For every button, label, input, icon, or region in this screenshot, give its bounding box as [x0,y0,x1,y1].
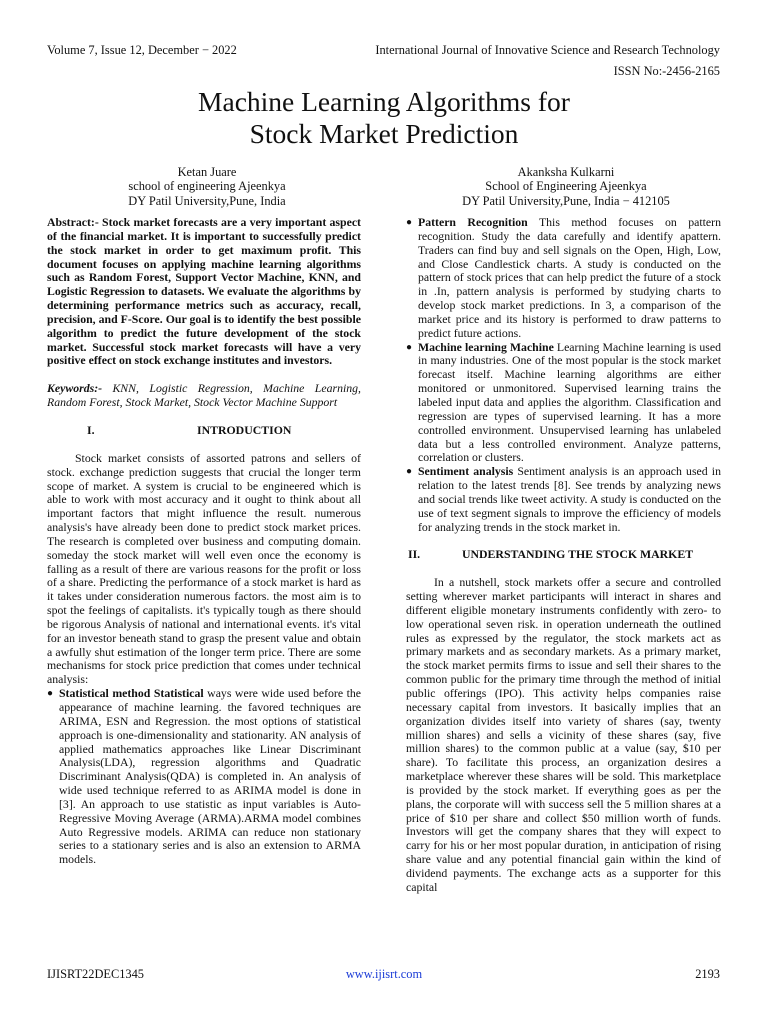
author-block-2 [441,165,691,208]
section-number: II. [408,547,421,562]
list-item-text: Learning Machine learning is used in many industries. One of the most popular is the stock market forecast itself. Machine learning algorithms are either monitored or unmonitored. Supervised learning trains the labeled input data and applies the algorithm. Classification and regression are types of supervised learning. It has a more controlled environment. Unsupervised learning has unlabeled data but a less controlled environment. Analyze patterns, correlation or clusters. [418,339,721,465]
keywords [47,382,361,410]
list-item-head: Pattern Recognition [418,215,528,229]
bullet-icon: ● [406,341,413,353]
section-title: UNDERSTANDING THE STOCK MARKET [462,547,694,562]
list-item-text: Sentiment analysis is an approach used in relation to the latest trends [8]. See trends by analyzing news and social trends like tweet activity. A study is conducted on the use of text segment signals to improve the efficiency of models for analyzing trends in the stock market in. [418,464,721,534]
list-item [406,465,721,534]
author-affiliation: school of engineering Ajeenkya [128,179,286,194]
author-affiliation: School of Engineering Ajeenkya [485,179,647,194]
list-item-head: Sentiment analysis [418,464,514,479]
list-item-head: Statistical method Statistical [59,686,204,701]
journal-name: International Journal of Innovative Science and Research Technology [375,43,720,57]
section-title: INTRODUCTION [197,422,292,437]
author-name: Akanksha Kulkarni [517,165,615,179]
issn: ISSN No:-2456-2165 [613,64,720,78]
paper-id: IJISRT22DEC1345 [47,967,145,981]
list-item [406,341,721,466]
author-affiliation: DY Patil University,Pune, India − 412105 [462,193,670,208]
bullet-icon: ● [406,466,413,478]
title-line-2: Stock Market Prediction [249,118,519,149]
journal-url-link[interactable]: www.ijisrt.com [345,967,423,981]
paper-title [0,86,768,150]
section-heading-understanding [406,548,721,562]
left-column [47,216,361,867]
right-column [406,216,721,895]
page-number: 2193 [695,967,720,981]
technique-list [47,687,361,867]
keywords-text: KNN, Logistic Regression, Machine Learning, Random Forest, Stock Market, Stock Vector Machine Support [47,381,361,410]
section-number: I. [87,422,95,437]
list-item-text: This method focuses on pattern recognition. Study the data carefully and identify apattern. Traders can find buy and sell signals on the Open, High, Low, and Close Candlestick charts. A study is conducted on the pattern of stock prices that can help predict the future of a stock in .In, pattern analysis is performed by studying charts to develop stock market predictions. In 3, a comparison of the market price and its history is performed to draw patterns to predict future actions. [418,215,721,340]
volume-issue: Volume 7, Issue 12, December − 2022 [47,43,237,57]
author-block-1 [97,165,317,208]
abstract: Abstract:- Stock market forecasts are a very important aspect of the financial market. It is important to successfully predict the stock market in order to get maximum profit. This document focuses on applying machine learning algorithms such as Random Forest, Support Vector Machine, KNN, and Logistic Regression to datasets. We evaluate the algorithms by determining performance metrics such as accuracy, recall, precision, and F-Score. Our goal is to identify the best possible algorithm to predict the future development of the stock market. Successful stock market forecasts will have a very positive effect on stock exchange institutes and investors. [47,215,361,368]
author-name: Ketan Juare [177,165,237,179]
list-item-head: Machine learning Machine [418,339,554,354]
bullet-icon: ● [406,217,413,228]
section-heading-introduction [47,424,361,438]
section2-paragraph: In a nutshell, stock markets offer a secure and controlled setting wherever market participants will interact in shares and different eligible monetary instruments confidently with zero- to low operational seven risk. in operation underneath the outlined rules as expressed by the regulator, the stock markets act as primary markets and as secondary markets. As a primary market, the stock market permits firms to issue and sell their shares to the common public for the primary time through the method of initial public offerings (IPO). This activity helps companies raise necessary capital from investors. It basically implies that an organization divides itself into variety of shares (say, twenty million shares) and sells a vicinity of these shares (say, five million shares) to the common public at a value (say, $10 per share). To facilitate this process, an organization desires a marketplace wherever these shares will be sold. This marketplace is provided by the stock market. If everything goes as per the plans, the corporate will with success sell the 5 million shares at a price of $10 per share and collect $50 million worth of funds. Investors will get the company shares that they will expect to carry for his or her most popular duration, in anticipation of rising share value and any potential financial gain within the kind of dividend payments. The exchange acts as a supporter for this capital [406,575,721,894]
list-item [47,687,361,867]
list-item-text: ways were wide used before the appearance of machine learning. the favored techniques are ARIMA, ESN and Regression. the most options of statistical approach is one-dimensionality and stationarity. AN analysis of applied mathematics approaches like Linear Discriminant Analysis(LDA), regression algorithms and Quadratic Discriminant Analysis(QDA) is completed in. An analysis of wide used technique referred to as ARIMA model is done in [3]. An approach to use statistic as input variables is Auto-Regressive Moving Average (ARMA).ARMA model combines Auto Regressive models. ARIMA can reduce non stationary series to a stationary series and is also an extension to ARMA models. [59,686,362,867]
list-item [406,216,721,341]
title-line-1: Machine Learning Algorithms for [198,86,570,117]
technique-list-continued [406,216,721,534]
bullet-icon: ● [47,688,54,700]
keywords-label: Keywords:- [47,381,103,396]
author-affiliation: DY Patil University,Pune, India [128,193,286,208]
introduction-paragraph: Stock market consists of assorted patrons and sellers of stock. exchange prediction suggests that crucial the longer term scope of market. A system is crucial to be engineered which is able to work with most accuracy and it ought to think about all important factors that might influence the result. numerous analysis's have already been done to predict stock market prices. The research is completed over business and computing domain. someday the stock market will well even once the economy is falling as a result of there are various reasons for the profit or loss of a share. Predicting the performance of a stock market is hard as it takes under consideration numerous factors. the most aim is to spot the feelings of capitalists. it's typically tough as there should be rigorous Analysis of national and international events. it's vital for an investor beneath stand to grasp the present value and obtain a awfully shut estimation of the longer term price. There are some mechanisms for stock price prediction that comes under technical analysis: [47,450,361,687]
